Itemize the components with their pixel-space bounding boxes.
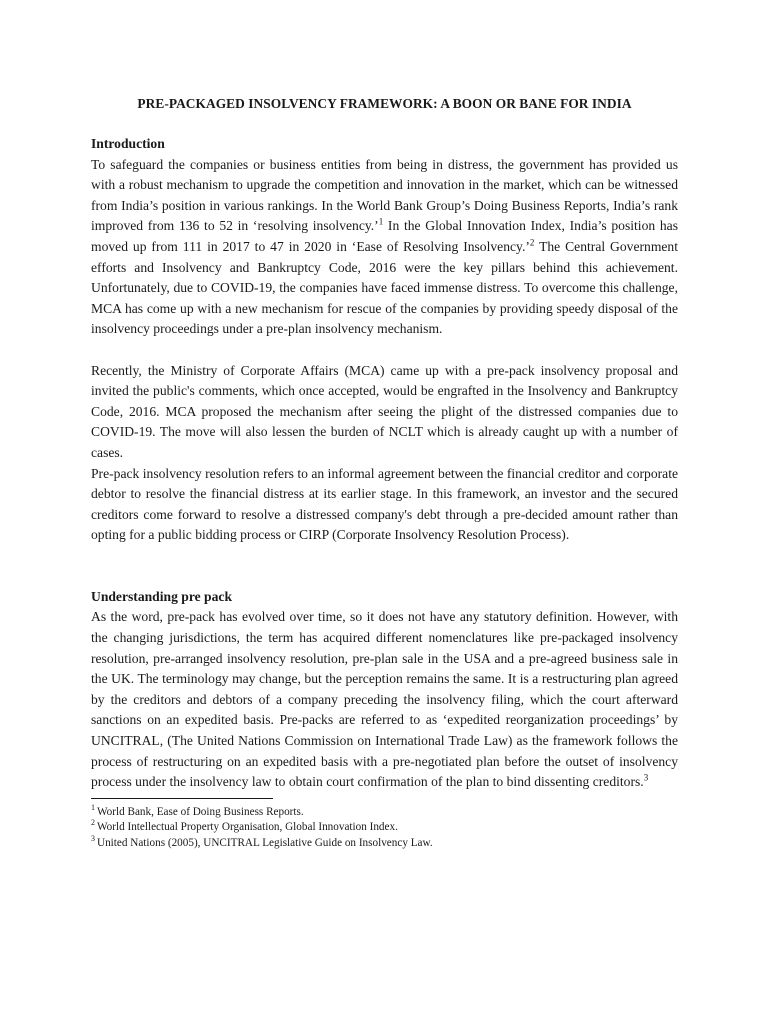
footnote-ref-3[interactable]: 3 xyxy=(643,772,649,783)
footnote-2-number: 2 xyxy=(91,818,95,828)
footnote-1-number: 1 xyxy=(91,803,95,813)
footnote-ref-1[interactable]: 1 xyxy=(378,216,384,227)
section-spacer xyxy=(91,546,678,587)
understanding-paragraph-1-text: As the word, pre-pack has evolved over time, so it does not have any statutory definition. However, with the changing jurisdictions, the term has acquired different nomenclatures like pre-packaged insolvency resolution, pre-arranged insolvency resolution, pre-plan sale in the USA and a pre-agreed business sale in the UK. The terminology may change, but the perception remains the same. It is a restructuring plan agreed by the creditors and debtors of a company preceding the insolvency filing, which the court afterward sanctions on an expedited basis. Pre-packs are referred to as ‘expedited reorganization proceedings’ by UNCITRAL, (The United Nations Commission on International Trade Law) as the framework follows the process of restructuring on an expedited basis with a pre-negotiated plan before the outset of insolvency process under the insolvency law to obtain court confirmation of the plan to bind dissenting creditors. xyxy=(91,609,678,790)
paragraph-spacer xyxy=(91,340,678,361)
footnotes xyxy=(91,805,678,851)
footnote-2 xyxy=(91,820,678,835)
intro-paragraph-1-text-a: To safeguard the companies or business entities from being in distress, the government has provided us with a robust mechanism to upgrade the competition and innovation in the market, which can be witnessed from India’s position in various rankings. In the World Bank Group’s Doing Business Reports, India’s rank improved from 136 to 52 in ‘resolving insolvency.’ xyxy=(91,156,678,234)
section-heading-understanding: Understanding pre pack xyxy=(91,588,233,604)
understanding-paragraph-1 xyxy=(91,607,678,792)
footnote-ref-2[interactable]: 2 xyxy=(529,237,535,248)
intro-paragraph-1-text-b: In the Global Innovation Index, India’s position has moved up from 111 in 2017 to 47 in 2020 in ‘Ease of Resolving Insolvency.’ xyxy=(91,218,678,254)
document-title: PRE-PACKAGED INSOLVENCY FRAMEWORK: A BOON OR BANE FOR INDIA xyxy=(137,96,632,111)
intro-paragraph-1-text-c: The Central Government efforts and Insolvency and Bankruptcy Code, 2016 were the key pillars behind this achievement. Unfortunately, due to COVID-19, the companies have faced immense distress. To overcome this challenge, MCA has come up with a new mechanism for rescue of the companies by providing speedy disposal of the insolvency proceedings under a pre-plan insolvency mechanism. xyxy=(91,238,679,337)
section-heading-introduction: Introduction xyxy=(91,136,165,151)
intro-paragraph-2: Recently, the Ministry of Corporate Affairs (MCA) came up with a pre-pack insolvency proposal and invited the public's comments, which once accepted, would be engrafted in the Insolvency and Bankruptcy Code, 2016. MCA proposed the mechanism after seeing the plight of the distressed companies due to COVID-19. The move will also lessen the burden of NCLT which is already caught up with a number of cases. xyxy=(91,362,678,460)
intro-paragraph-1 xyxy=(91,155,678,340)
footnote-2-text: World Intellectual Property Organisation, Global Innovation Index. xyxy=(97,821,398,834)
footnote-3-text: United Nations (2005), UNCITRAL Legislative Guide on Insolvency Law. xyxy=(97,836,433,849)
footnote-divider xyxy=(91,798,273,799)
footnote-3 xyxy=(91,833,678,851)
footnote-3-number: 3 xyxy=(91,833,95,843)
footnote-1-text: World Bank, Ease of Doing Business Reports. xyxy=(97,805,304,818)
footnote-1 xyxy=(91,805,678,820)
intro-paragraph-3: Pre-pack insolvency resolution refers to an informal agreement between the financial creditor and corporate debtor to resolve the financial distress at its earlier stage. In this framework, an investor and the secured creditors come forward to resolve a distressed company's debt through a pre-decided amount rather than opting for a public bidding process or CIRP (Corporate Insolvency Resolution Process). xyxy=(91,465,678,543)
